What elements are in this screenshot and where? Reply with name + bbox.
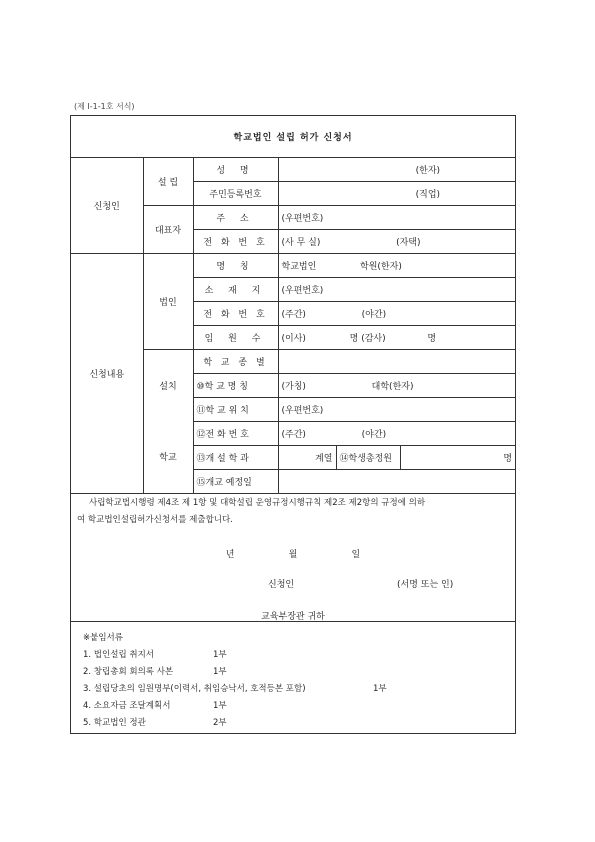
school-location-field[interactable]: (우편번호)	[278, 397, 515, 421]
name-label: 성 명	[193, 157, 278, 181]
attachment-name: 2. 창립총회 회의록 사본	[83, 667, 174, 677]
officers-field[interactable]	[278, 325, 515, 349]
attachment-name: 4. 소요자금 조달계획서	[83, 701, 171, 711]
attachment-item	[83, 681, 387, 698]
phone-label: 전 화 번 호	[193, 229, 278, 253]
attachments-divider	[71, 621, 515, 622]
date-month[interactable]: 월	[288, 550, 298, 560]
attachment-count: 1부	[373, 684, 387, 694]
attachments	[83, 630, 387, 732]
school-name-field[interactable]	[278, 373, 515, 397]
school-name-suffix: 대학(한자)	[371, 381, 414, 392]
rrn-label: 주민등록번호	[193, 181, 278, 205]
form-code: (제 Ⅰ-1-1호 서식)	[74, 102, 135, 111]
corp-phone-label: 전 화 번 호	[193, 301, 278, 325]
application-form	[70, 115, 516, 734]
corp-name-prefix: 학교법인	[281, 261, 317, 272]
statement-line-1: 사립학교법시행령 제4조 제 1항 및 대학설립 운영규정시행규칙 제2조 제2항의 규정에 의하	[89, 498, 426, 508]
corp-phone-field[interactable]	[278, 301, 515, 325]
date-day[interactable]: 일	[351, 550, 361, 560]
attachment-name: 3. 설립당초의 임원명부(이력서, 취임승낙서, 호적등본 포함)	[83, 684, 306, 694]
rrn-field[interactable]: (직업)	[278, 181, 515, 205]
attachment-item	[83, 664, 387, 681]
attachment-count: 1부	[213, 650, 227, 660]
date-year[interactable]: 년	[225, 550, 235, 560]
representative-label: 대표자	[143, 205, 193, 253]
officers-directors: (이사)	[281, 333, 306, 344]
quota-label: ⑭학생총정원	[336, 445, 400, 469]
school-type-field[interactable]	[278, 349, 515, 373]
date-line	[71, 547, 515, 560]
school-phone-field[interactable]	[278, 421, 515, 445]
address-label: 주 소	[193, 205, 278, 229]
attachment-name: 5. 학교법인 정관	[83, 718, 146, 728]
attachment-count: 1부	[213, 667, 227, 677]
school-label-top: 설치	[143, 349, 193, 421]
opening-date-field[interactable]	[278, 469, 515, 493]
founder-label: 설 립	[143, 157, 193, 205]
corp-phone-day: (주간)	[281, 309, 306, 320]
sign-field[interactable]: (서명 또는 인)	[397, 580, 454, 590]
officers-label: 임 원 수	[193, 325, 278, 349]
quota-field[interactable]: 명	[400, 445, 515, 469]
request-section-label: 신청내용	[71, 253, 143, 493]
form-table	[71, 116, 515, 494]
corp-name-label: 명 칭	[193, 253, 278, 277]
attachment-item	[83, 647, 387, 664]
statement	[77, 495, 513, 529]
officers-auditors: 명 (감사)	[349, 333, 386, 344]
attachment-count: 1부	[213, 701, 227, 711]
attachment-name: 1. 법인설립 취지서	[83, 650, 154, 660]
officers-unit: 명	[427, 333, 437, 344]
attachment-count: 2부	[213, 718, 227, 728]
corp-phone-night: (야간)	[361, 309, 387, 320]
corp-name-suffix: 학원(한자)	[360, 261, 402, 272]
dept-label: ⑬개 설 학 과	[193, 445, 278, 469]
phone-home: (자택)	[396, 237, 421, 248]
school-phone-night: (야간)	[361, 429, 387, 440]
corp-label: 법인	[143, 253, 193, 349]
form-title: 학교법인 설립 허가 신청서	[71, 116, 515, 157]
school-phone-day: (주간)	[281, 429, 306, 440]
statement-line-2: 여 학교법인설립허가신청서를 제출합니다.	[77, 515, 233, 525]
attachments-heading: ※붙임서류	[83, 633, 123, 643]
corp-name-field[interactable]	[278, 253, 515, 277]
addressee: 교육부장관 귀하	[261, 612, 325, 622]
applicant-section-label: 신청인	[71, 157, 143, 253]
name-field[interactable]: (한자)	[278, 157, 515, 181]
school-name-prefix: (가칭)	[281, 381, 306, 392]
corp-location-field[interactable]: (우편번호)	[278, 277, 515, 301]
phone-field[interactable]	[278, 229, 515, 253]
school-location-label: ⑪학 교 위 치	[193, 397, 278, 421]
opening-date-label: ⑮개교 예정일	[193, 469, 278, 493]
address-field[interactable]: (우편번호)	[278, 205, 515, 229]
phone-office: (사 무 실)	[281, 237, 321, 248]
attachment-item	[83, 698, 387, 715]
school-phone-label: ⑫전 화 번 호	[193, 421, 278, 445]
applicant-sign-label: 신청인	[268, 580, 295, 590]
school-label-bottom: 학교	[143, 421, 193, 493]
dept-field[interactable]: 계열	[278, 445, 336, 469]
school-type-label: 학 교 종 별	[193, 349, 278, 373]
attachment-item	[83, 715, 387, 732]
school-name-label: ⑩학 교 명 칭	[193, 373, 278, 397]
corp-location-label: 소 재 지	[193, 277, 278, 301]
